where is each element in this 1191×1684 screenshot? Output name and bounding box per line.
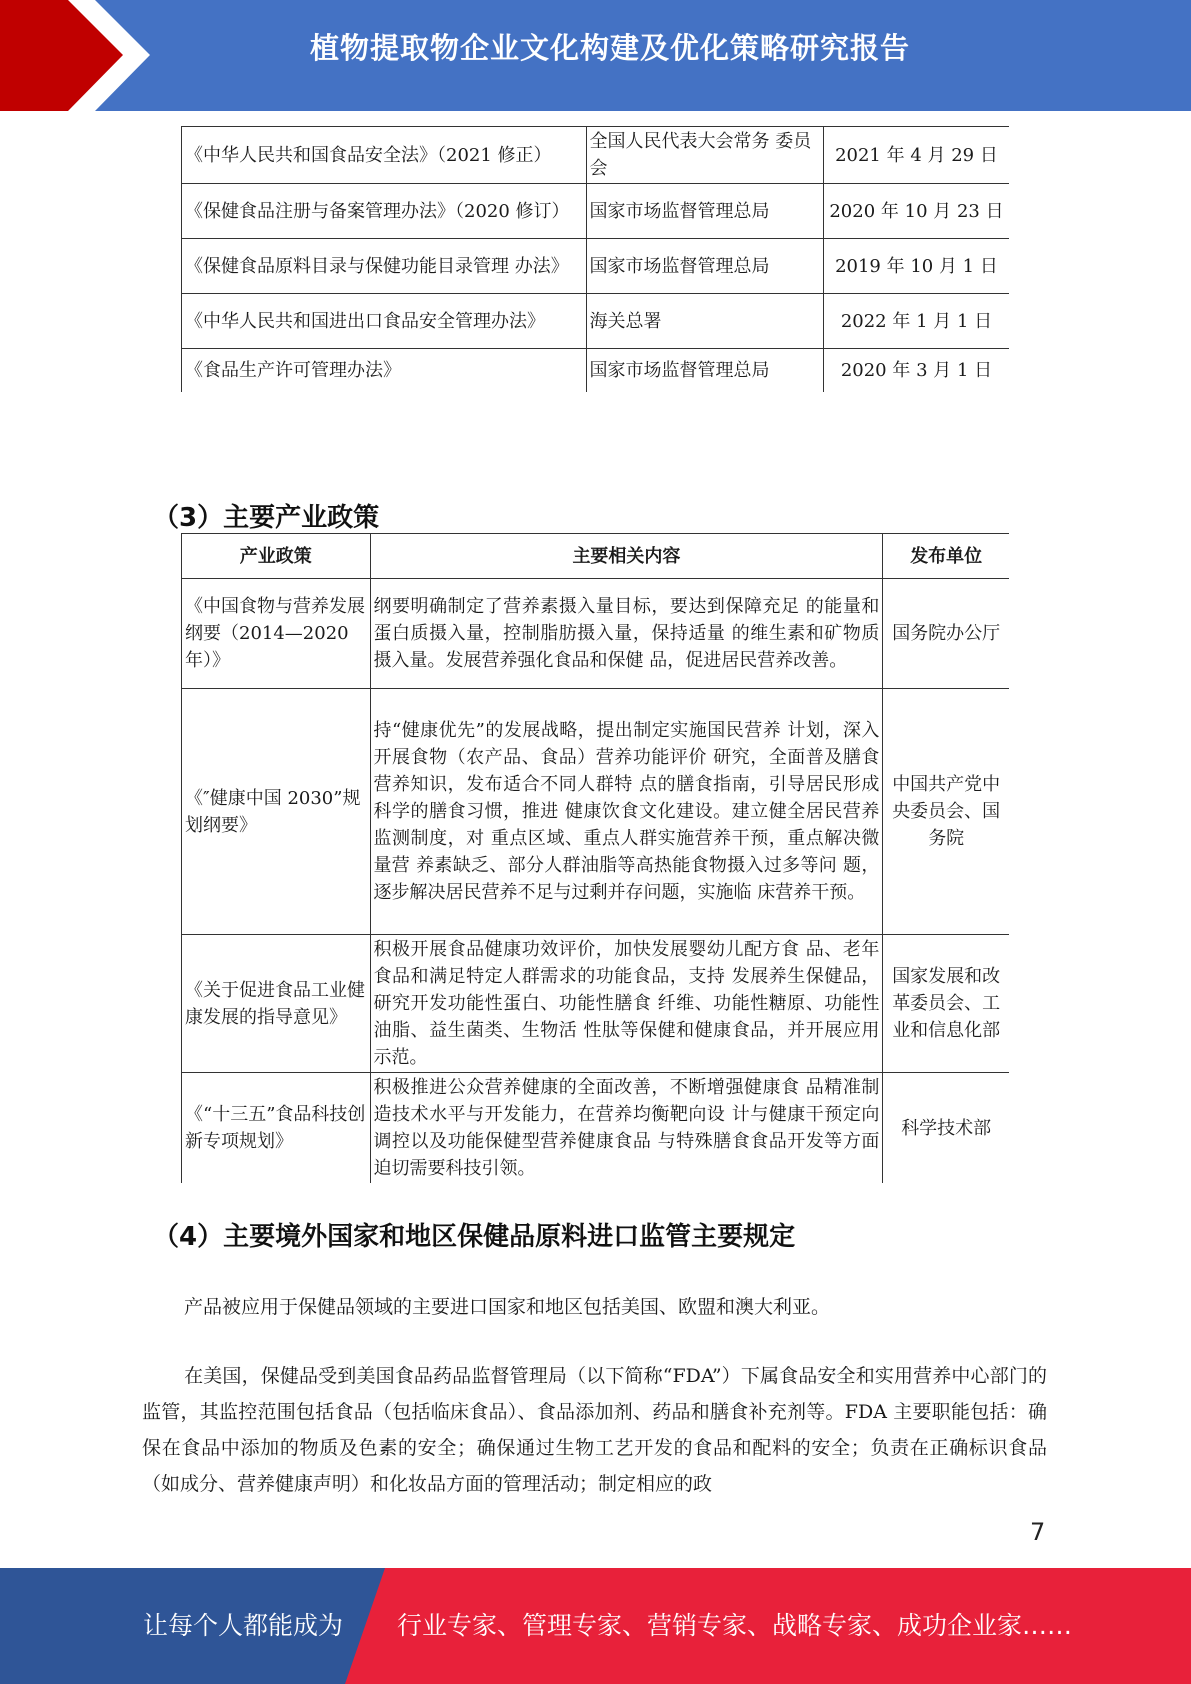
table-row — [182, 239, 1010, 294]
table-row — [182, 935, 1010, 1073]
body-paragraph-text: 产品被应用于保健品领域的主要进口国家和地区包括美国、欧盟和澳大利亚。 — [184, 1296, 831, 1318]
policy-content: 积极开展食品健康功效评价，加快发展婴幼儿配方食 品、老年食品和满足特定人群需求的功能食品，支持 发展养生保健品，研究开发功能性蛋白、功能性膳食 纤维、功能性糖原、功能性油脂、益生菌类、生物活 性肽等保健和健康食品，并开展应用示范。 — [370, 935, 883, 1073]
regulation-issuer: 国家市场监督管理总局 — [586, 184, 823, 239]
body-paragraph — [142, 1358, 1047, 1502]
regulation-name: 《中华人民共和国进出口食品安全管理办法》 — [182, 294, 587, 349]
policy-issuer: 国务院办公厅 — [883, 579, 1009, 689]
policy-content: 积极推进公众营养健康的全面改善，不断增强健康食 品精准制造技术水平与开发能力，在营养均衡靶向设 计与健康干预定向调控以及功能保健型营养健康食品 与特殊膳食食品开发等方面迫切需要科技引领。 — [370, 1073, 883, 1184]
regulation-name: 《保健食品注册与备案管理办法》（2020 修订） — [182, 184, 587, 239]
regulation-issuer: 国家市场监督管理总局 — [586, 349, 823, 392]
regulation-name: 《保健食品原料目录与保健功能目录管理 办法》 — [182, 239, 587, 294]
policy-name: 《“十三五”食品科技创新专项规划》 — [182, 1073, 371, 1184]
body-paragraph — [142, 1289, 1047, 1325]
body-paragraph-text: 在美国，保健品受到美国食品药品监督管理局（以下简称“FDA”）下属食品安全和实用营养中心部门的监管，其监控范围包括食品（包括临床食品）、食品添加剂、药品和膳食补充剂等。FDA 主要职能包括：确保在食品中添加的物质及色素的安全；确保通过生物工艺开发的食品和配料的安全；负责在正确标识食品（如成分、营养健康声明）和化妆品方面的管理活动；制定相应的政 — [142, 1365, 1047, 1495]
regulation-date: 2021 年 4 月 29 日 — [823, 127, 1009, 184]
footer-banner — [0, 1568, 1191, 1684]
regulation-issuer: 海关总署 — [586, 294, 823, 349]
policy-content: 纲要明确制定了营养素摄入量目标，要达到保障充足 的能量和蛋白质摄入量，控制脂肪摄入量，保持适量 的维生素和矿物质摄入量。发展营养强化食品和保健 品，促进居民营养改善。 — [370, 579, 883, 689]
regulation-date: 2022 年 1 月 1 日 — [823, 294, 1009, 349]
policy-table — [181, 533, 1009, 1183]
table-row — [182, 294, 1010, 349]
page-number: 7 — [1030, 1518, 1046, 1546]
regulation-issuer: 国家市场监督管理总局 — [586, 239, 823, 294]
regulation-date: 2019 年 10 月 1 日 — [823, 239, 1009, 294]
policy-content: 持“健康优先”的发展战略，提出制定实施国民营养 计划，深入开展食物（农产品、食品）营养功能评价 研究，全面普及膳食营养知识，发布适合不同人群特 点的膳食指南，引导居民形成科学的膳食习惯，推进 健康饮食文化建设。建立健全居民营养监测制度，对 重点区域、重点人群实施营养干预，重点解决微量营 养素缺乏、部分人群油脂等高热能食物摄入过多等问 题，逐步解决居民营养不足与过剩并存问题，实施临 床营养干预。 — [370, 689, 883, 935]
regulation-name: 《中华人民共和国食品安全法》（2021 修正） — [182, 127, 587, 184]
column-header-content: 主要相关内容 — [370, 534, 883, 579]
regulations-table — [181, 126, 1009, 392]
table-header-row — [182, 534, 1010, 579]
footer-slogan-left: 让每个人都能成为 — [143, 1611, 344, 1640]
regulation-issuer: 全国人民代表大会常务 委员会 — [586, 127, 823, 184]
table-row — [182, 184, 1010, 239]
column-header-issuer: 发布单位 — [883, 534, 1009, 579]
table-row — [182, 689, 1010, 935]
section-4-title: （4）主要境外国家和地区保健品原料进口监管主要规定 — [153, 1222, 796, 1252]
table-row — [182, 349, 1010, 392]
regulation-name: 《食品生产许可管理办法》 — [182, 349, 587, 392]
policy-name: 《中国食物与营养发展纲要（2014—2020 年）》 — [182, 579, 371, 689]
policy-issuer: 中国共产党中央委员会、国务院 — [883, 689, 1009, 935]
header-banner — [0, 0, 1191, 111]
header-title: 植物提取物企业文化构建及优化策略研究报告 — [309, 31, 910, 65]
column-header-policy: 产业政策 — [182, 534, 371, 579]
section-3-title: （3）主要产业政策 — [153, 503, 380, 533]
table-row — [182, 579, 1010, 689]
regulation-date: 2020 年 3 月 1 日 — [823, 349, 1009, 392]
table-row — [182, 127, 1010, 184]
policy-name: 《″健康中国 2030”规划纲要》 — [182, 689, 371, 935]
policy-name: 《关于促进食品工业健康发展的指导意见》 — [182, 935, 371, 1073]
policy-issuer: 国家发展和改革委员会、工业和信息化部 — [883, 935, 1009, 1073]
table-row — [182, 1073, 1010, 1184]
footer-slogan-right: 行业专家、管理专家、营销专家、战略专家、成功企业家…… — [397, 1611, 1073, 1640]
header-corner-arrow-icon — [0, 0, 150, 111]
regulation-date: 2020 年 10 月 23 日 — [823, 184, 1009, 239]
policy-issuer: 科学技术部 — [883, 1073, 1009, 1184]
